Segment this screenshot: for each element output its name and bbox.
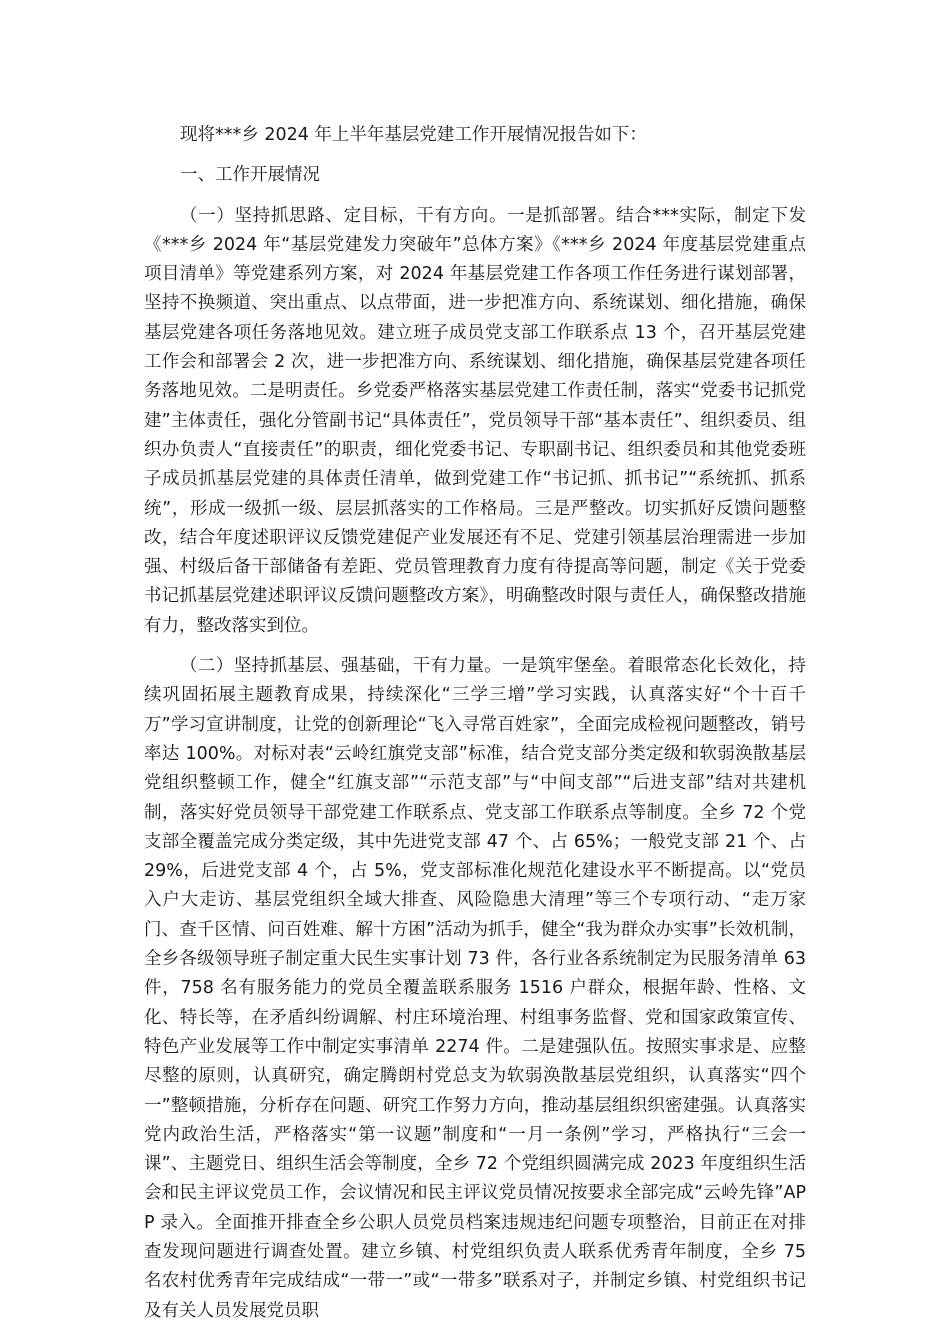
paragraph-section-1: （一）坚持抓思路、定目标，干有方向。一是抓部署。结合***实际，制定下发《***乡 2024 年“基层党建发力突破年”总体方案》《***乡 2024 年度基层党建重点项目清单》等党建系列方案，对 2024 年基层党建工作各项工作任务进行谋划部署，坚持不换频道、突出重点、以点带面，进一步把准方向、系统谋划、细化措施，确保基层党建各项任务落地见效。建立班子成员党支部工作联系点 13 个，召开基层党建工作会和部署会 2 次，进一步把准方向、系统谋划、细化措施，确保基层党建各项任务落地见效。二是明责任。乡党委严格落实基层党建工作责任制，落实“党委书记抓党建”主体责任，强化分管副书记“具体责任”，党员领导干部“基本责任”、组织委员、组织办负责人“直接责任”的职责，细化党委书记、专职副书记、组织委员和其他党委班子成员抓基层党建的具体责任清单，做到党建工作“书记抓、抓书记”“系统抓、抓系统”，形成一级抓一级、层层抓落实的工作格局。三是严整改。切实抓好反馈问题整改，结合年度述职评议反馈党建促产业发展还有不足、党建引领基层治理需进一步加强、村级后备干部储备有差距、党员管理教育力度有待提高等问题，制定《关于党委书记抓基层党建述职评议反馈问题整改方案》，明确整改时限与责任人，确保整改措施有力，整改落实到位。 (144, 205, 806, 636)
section-heading: 一、工作开展情况 (180, 165, 320, 186)
paragraph-section-2: （二）坚持抓基层、强基础，干有力量。一是筑牢堡垒。着眼常态化长效化，持续巩固拓展主题教育成果，持续深化“三学三增”学习实践，认真落实好“个十百千万”学习宣讲制度，让党的创新理论“飞入寻常百姓家”，全面完成检视问题整改，销号率达 100%。对标对表“云岭红旗党支部”标准，结合党支部分类定级和软弱涣散基层党组织整顿工作，健全“红旗支部”“示范支部”与“中间支部”“后进支部”结对共建机制，落实好党员领导干部党建工作联系点、党支部工作联系点等制度。全乡 72 个党支部全覆盖完成分类定级，其中先进党支部 47 个、占 65%；一般党支部 21 个、占 29%，后进党支部 4 个，占 5%，党支部标准化规范化建设水平不断提高。以“党员入户大走访、基层党组织全域大排查、风险隐患大清理”等三个专项行动、“走万家门、查千区情、问百姓难、解十方困”活动为抓手，健全“我为群众办实事”长效机制，全乡各级领导班子制定重大民生实事计划 73 件，各行业各系统制定为民服务清单 63 件，758 名有服务能力的党员全覆盖联系服务 1516 户群众，根据年龄、性格、文化、特长等，在矛盾纠纷调解、村庄环境治理、村组事务监督、党和国家政策宣传、特色产业发展等工作中制定实事清单 2274 件。二是建强队伍。按照实事求是、应整尽整的原则，认真研究，确定腾朗村党总支为软弱涣散基层党组织，认真落实“四个一”整顿措施，分析存在问题、研究工作努力方向，推动基层组织织密建强。认真落实党内政治生活，严格落实“第一议题”制度和“一月一条例”学习，严格执行“三会一课”、主题党日、组织生活会等制度，全乡 72 个党组织圆满完成 2023 年度组织生活会和民主评议党员工作，会议情况和民主评议党员情况按要求全部完成“云岭先锋”APP 录入。全面推开排查全乡公职人员党员档案违规违纪问题专项整治，目前正在对排查发现问题进行调查处置。建立乡镇、村党组织负责人联系优秀青年制度，全乡 75 名农村优秀青年完成结成“一带一”或“一带多”联系对子，并制定乡镇、村党组织书记及有关人员发展党员职 (144, 656, 806, 1321)
intro-paragraph: 现将***乡 2024 年上半年基层党建工作开展情况报告如下： (180, 125, 647, 145)
document-body (144, 121, 806, 1326)
